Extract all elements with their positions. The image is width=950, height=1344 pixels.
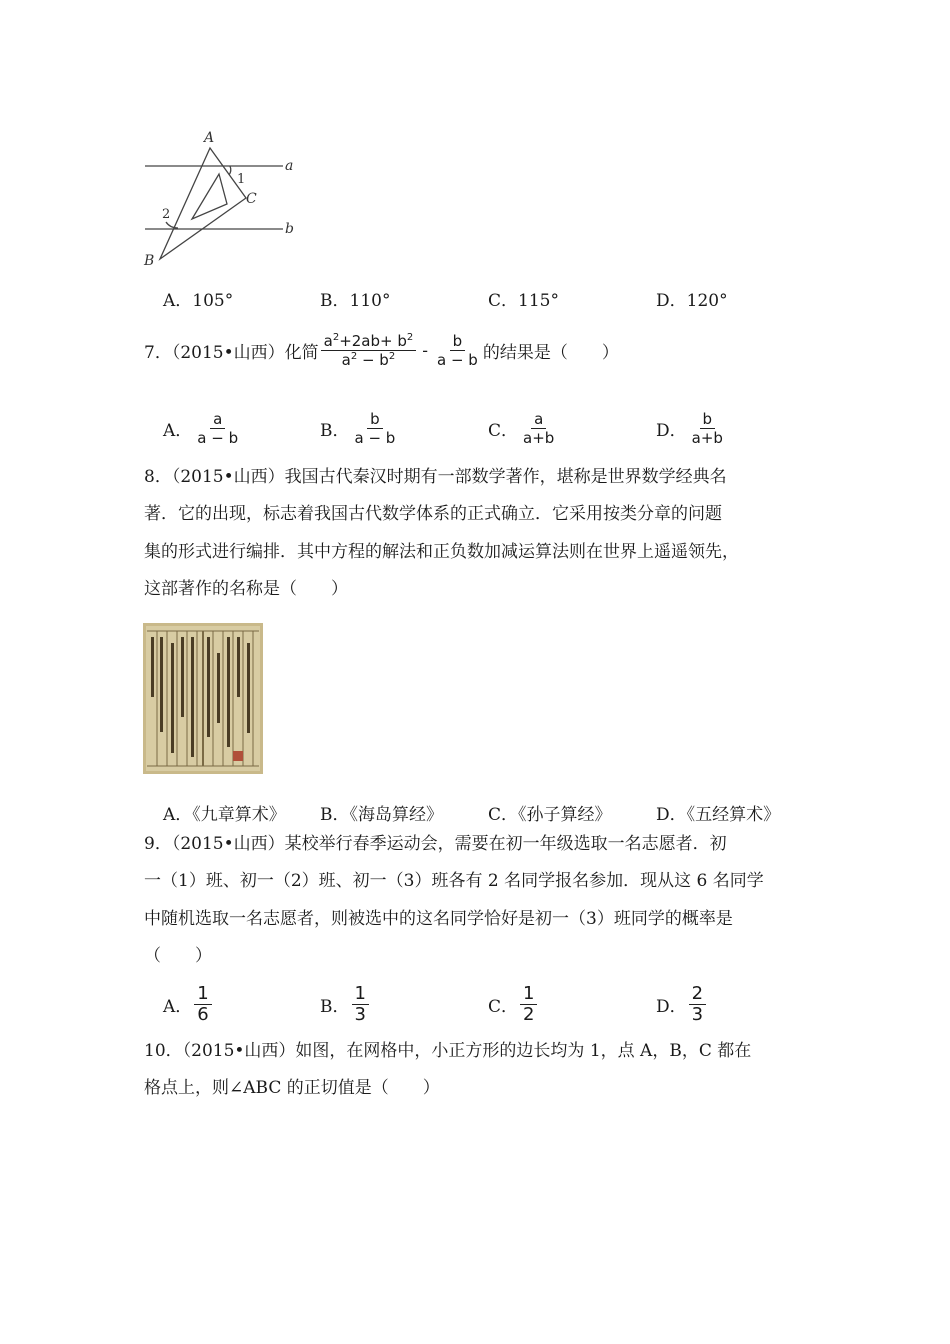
ancient-book-image bbox=[143, 623, 263, 774]
q8-line-1: 8．（2015•山西）我国古代秦汉时期有一部数学著作，堪称是世界数学经典名 bbox=[144, 467, 727, 487]
q9-option-d[interactable]: D． $\frac{2}{3}$ bbox=[656, 984, 708, 1025]
q8-line-3: 集的形式进行编排．其中方程的解法和正负数加减运算法则在世界上遥遥领先， bbox=[144, 542, 739, 562]
q6-option-d[interactable]: D．120° bbox=[656, 291, 728, 311]
q9-line-3: 中随机选取一名志愿者，则被选中的这名同学恰好是初一（3）班同学的概率是 bbox=[144, 909, 733, 929]
label-angle-1: 1 bbox=[237, 172, 246, 187]
q8-option-d[interactable]: D．《五经算术》 bbox=[656, 805, 781, 825]
label-line-a: a bbox=[285, 158, 294, 174]
q9-line-2: 一（1）班、初一（2）班、初一（3）班各有 2 名同学报名参加．现从这 6 名同学 bbox=[144, 871, 764, 891]
q7-option-d[interactable]: D． $\frac{b}{a+b}$ bbox=[656, 410, 723, 447]
q9-option-b[interactable]: B． $\frac{1}{3}$ bbox=[320, 984, 371, 1025]
label-angle-2: 2 bbox=[162, 207, 171, 222]
q9-option-a[interactable]: A． $\frac{1}{6}$ bbox=[163, 984, 214, 1025]
q7-option-b[interactable]: B． $\frac{b}{a - b}$ bbox=[320, 410, 396, 447]
q7-suffix: 的结果是（ ） bbox=[482, 343, 619, 363]
q8-line-2: 著．它的出现，标志着我国古代数学体系的正式确立．它采用按类分章的问题 bbox=[144, 504, 722, 524]
q8-option-a[interactable]: A．《九章算术》 bbox=[163, 805, 286, 825]
label-line-b: b bbox=[285, 221, 294, 237]
q7-option-c[interactable]: C． $\frac{a}{a+b}$ bbox=[488, 410, 555, 447]
label-A: A bbox=[204, 130, 215, 146]
q7-prefix: 7．（2015•山西）化简 bbox=[144, 343, 319, 363]
q6-figure bbox=[138, 126, 298, 271]
q10-line-1: 10．（2015•山西）如图，在网格中，小正方形的边长均为 1，点 A，B，C 都在 bbox=[144, 1041, 752, 1061]
q7-option-a[interactable]: A． $\frac{a}{a - b}$ bbox=[163, 410, 239, 447]
q9-line-1: 9．（2015•山西）某校举行春季运动会，需要在初一年级选取一名志愿者．初 bbox=[144, 834, 727, 854]
q7-fraction-2: $\frac{b}{a - b}$ bbox=[437, 332, 478, 369]
q6-option-a[interactable]: A．105° bbox=[163, 291, 234, 311]
q6-option-c[interactable]: C．115° bbox=[488, 291, 559, 311]
q6-option-b[interactable]: B．110° bbox=[320, 291, 391, 311]
q9-option-c[interactable]: C． $\frac{1}{2}$ bbox=[488, 984, 539, 1025]
label-B: B bbox=[144, 253, 155, 269]
q8-line-4: 这部著作的名称是（ ） bbox=[144, 579, 348, 599]
q7-fraction-1: $\frac{a^2+2ab+ b^2}{a^2 - b^2}$ bbox=[321, 332, 417, 369]
q10-line-2: 格点上，则∠ABC 的正切值是（ ） bbox=[144, 1078, 440, 1098]
q9-line-4: （ ） bbox=[144, 946, 212, 966]
q8-option-b[interactable]: B．《海岛算经》 bbox=[320, 805, 443, 825]
q7-stem bbox=[144, 332, 619, 369]
q7-minus: - bbox=[422, 340, 428, 361]
label-C: C bbox=[246, 191, 257, 207]
q8-option-c[interactable]: C．《孙子算经》 bbox=[488, 805, 612, 825]
